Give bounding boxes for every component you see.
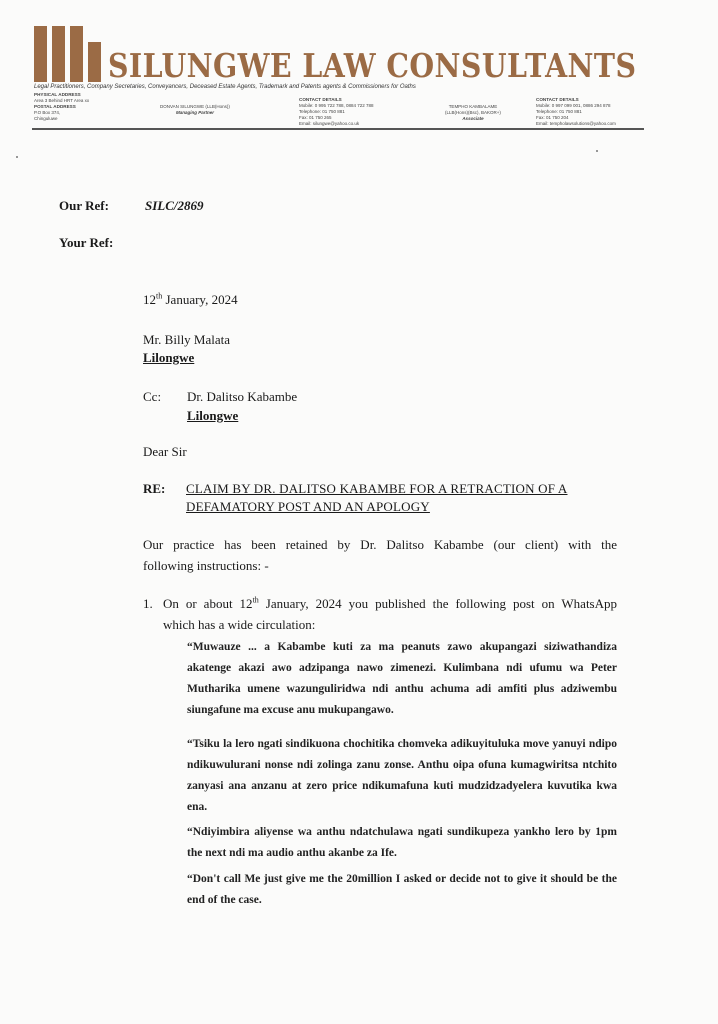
- quoted-post-1: “Muwauze ... a Kabambe kuti za ma peanuts zawo akupangazi siziwathandiza akatenge akazi awo adzipanga nawo zimenezi. Kulimbana ndi ufumu wa Peter Mutharika umene wazunguliridwa ndi anthu achuma adi amfiti plus adziwembu siungafune ma excuse anu mukupangawo.: [187, 641, 617, 716]
- header-managing-partner: DONVAN SILUNGWE (LLB(Hons)) Managing Partner: [160, 104, 230, 115]
- our-ref-label: Our Ref:: [59, 198, 109, 213]
- letterhead-divider: [32, 128, 644, 130]
- header-address-block: PHYSICAL ADDRESS Area 3 Behind HRT Area xx POSTAL ADDRESS P.O Box 374, Chinguluwe: [34, 92, 90, 121]
- item-number: 1.: [143, 596, 153, 611]
- firm-tagline: Legal Practitioners, Company Secretaries, Conveyancers, Deceased Estate Agents, Trademark and Patents agents & Commissioners for Oaths: [34, 84, 416, 90]
- quoted-post-3: “Ndiyimbira aliyense wa anthu ndatchulawa ngati sundikupeza yankho lero by 1pm the next ndi ma audio anthu akanbe za Ife.: [187, 826, 617, 859]
- intro-paragraph: Our practice has been retained by Dr. Dalitso Kabambe (our client) with the following instructions: -: [143, 537, 617, 573]
- salutation: Dear Sir: [143, 444, 187, 459]
- item-1-text: On or about 12th January, 2024 you published the following post on WhatsApp which has a wide circulation:: [163, 595, 618, 632]
- header-contact-details-2: CONTACT DETAILS Mobile: 0 997 099 001, 0886 294 878 Telephone: 01 750 881 Fax: 01 750 204 Email: tempholawsolutions@yahoo.com: [536, 97, 616, 126]
- firm-name: SILUNGWE LAW CONSULTANTS: [108, 46, 637, 85]
- cc-city: Lilongwe: [187, 408, 239, 423]
- header-contact-details: CONTACT DETAILS Mobile: 0 995 722 788, 0884 722 788 Telephone: 01 750 881 Fax: 01 750 265 Email: silungwe@yahoo.co.uk: [299, 97, 374, 126]
- your-ref-label: Your Ref:: [59, 235, 114, 250]
- quoted-post-2: “Tsiku la lero ngati sindikuona chochitika chomveka adikuyituluka move yanuyi ndipo ndikuwulurani nonse ndi zolinga zanu zonse. Anthu oipa ofuna kumagwiritsa ntchito zanyasi ana anzanu at zero price ndikumafuna kuti mudzidzadyelera kuvutika kwa ena.: [187, 738, 617, 813]
- subject-line: CLAIM BY DR. DALITSO KABAMBE FOR A RETRACTION OF A DEFAMATORY POST AND AN APOLOGY: [186, 481, 568, 514]
- our-ref-value: SILC/2869: [145, 198, 204, 213]
- scan-speck: [596, 150, 598, 152]
- recipient-name: Mr. Billy Malata: [143, 332, 231, 347]
- cc-name: Dr. Dalitso Kabambe: [187, 389, 298, 404]
- cc-label: Cc:: [143, 389, 162, 404]
- letter-date: 12th January, 2024: [143, 291, 238, 307]
- recipient-city: Lilongwe: [143, 350, 195, 365]
- quoted-post-4: “Don't call Me just give me the 20million I asked or decide not to give it should be the end of the case.: [187, 873, 617, 906]
- firm-logo: [34, 26, 104, 82]
- header-associate: TEMPHO KAMBALAME (LLB(Hons)(Bsc), BAKOR+) Associate: [445, 104, 501, 121]
- re-label: RE:: [143, 481, 166, 496]
- scan-speck: [16, 156, 18, 158]
